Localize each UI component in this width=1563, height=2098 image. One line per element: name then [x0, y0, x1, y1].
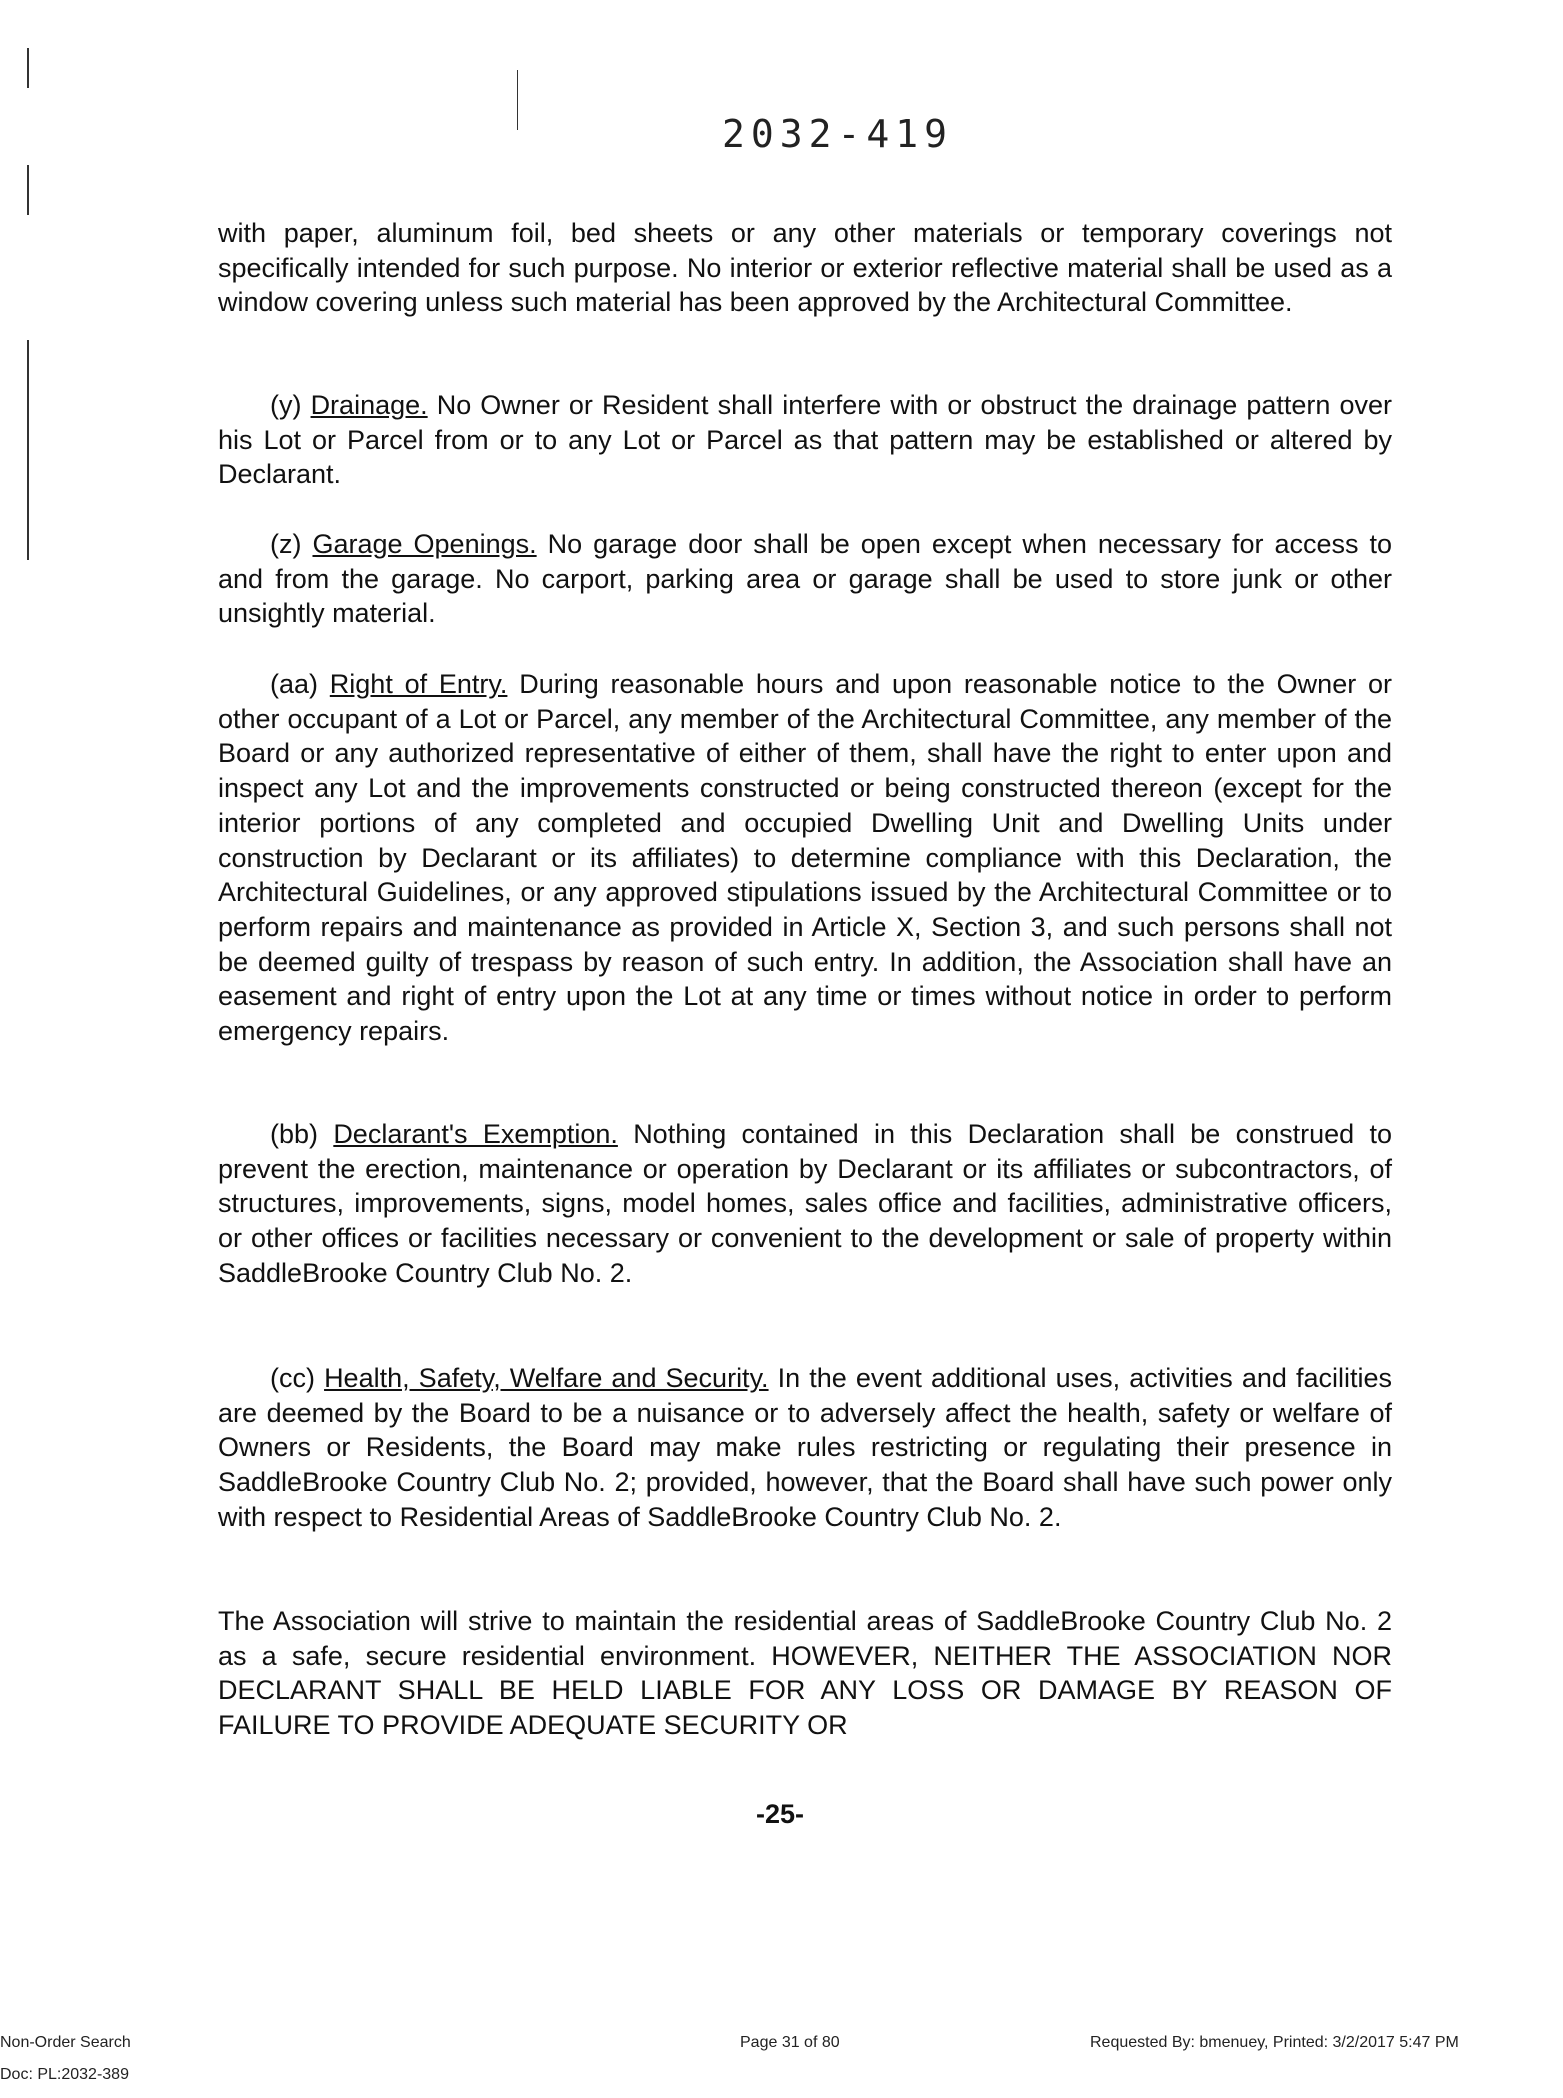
paragraph-text: with paper, aluminum foil, bed sheets or any other materials or temporary coverings not specifically intended for such purpose. No interior or exterior reflective material shall be used as a window covering unless such material has been approved by the Architectural Committee.: [218, 218, 1392, 318]
paragraph-heading: Garage Openings.: [312, 529, 537, 559]
scan-mark: [27, 165, 29, 215]
paragraph-declarants-exemption: [218, 1117, 1392, 1291]
paragraph-heading: Right of Entry.: [329, 669, 508, 699]
paragraph-lead: (z): [270, 529, 313, 559]
paragraph-health-safety: [218, 1361, 1392, 1535]
paragraph-text: The Association will strive to maintain the residential areas of SaddleBrooke Country Club No. 2 as a safe, secure residential environment. HOWEVER, NEITHER THE ASSOCIATION NOR DECLARANT SHALL BE HELD LIABLE FOR ANY LOSS OR DAMAGE BY REASON OF FAILURE TO PROVIDE ADEQUATE SECURITY OR: [218, 1606, 1392, 1741]
paragraph-heading: Declarant's Exemption.: [333, 1119, 618, 1149]
footer-doc-id: Doc: PL:2032-389: [0, 2066, 129, 2083]
paragraph-drainage: [218, 388, 1392, 492]
paragraph-garage-openings: [218, 527, 1392, 631]
document-number: 2032-419: [722, 112, 954, 156]
paragraph-lead: (aa): [270, 669, 330, 699]
paragraph-security-disclaimer: [218, 1604, 1392, 1743]
paragraph-lead: (y): [270, 390, 311, 420]
paragraph-lead: (bb): [270, 1119, 334, 1149]
page-number: -25-: [755, 1799, 804, 1829]
scan-mark: [517, 70, 518, 130]
paragraph-text: During reasonable hours and upon reasonable notice to the Owner or other occupant of a Lot or Parcel, any member of the Architectural Committee, any member of the Board or any authorized representative of either of them, shall have the right to enter upon and inspect any Lot and the improvements constructed or being constructed thereon (except for the interior portions of any completed and occupied Dwelling Unit and Dwelling Units under construction by Declarant or its affiliates) to determine compliance with this Declaration, the Architectural Guidelines, or any approved stipulations issued by the Architectural Committee or to perform repairs and maintenance as provided in Article X, Section 3, and such persons shall not be deemed guilty of trespass by reason of such entry. In addition, the Association shall have an easement and right of entry upon the Lot at any time or times without notice in order to perform emergency repairs.: [218, 669, 1392, 1047]
paragraph-lead: (cc): [270, 1363, 325, 1393]
paragraph-text: No garage door shall be open except when necessary for access to and from the garage. No carport, parking area or garage shall be used to store junk or other unsightly material.: [218, 529, 1393, 629]
paragraph-text: In the event additional uses, activities and facilities are deemed by the Board to be a nuisance or to adversely affect the health, safety or welfare of Owners or Residents, the Board may make rules restricting or regulating their presence in SaddleBrooke Country Club No. 2; provided, however, that the Board shall have such power only with respect to Residential Areas of SaddleBrooke Country Club No. 2.: [218, 1363, 1392, 1532]
scan-mark: [27, 48, 29, 88]
paragraph-text: Nothing contained in this Declaration shall be construed to prevent the erection, maintenance or operation by Declarant or its affiliates or subcontractors, of structures, improvements, signs, model homes, sales office and facilities, administrative officers, or other offices or facilities necessary or convenient to the development or sale of property within SaddleBrooke Country Club No. 2.: [218, 1119, 1392, 1288]
paragraph-intro: [218, 216, 1392, 320]
footer-search-type: Non-Order Search: [0, 2034, 131, 2051]
footer-requested-by: Requested By: bmenuey, Printed: 3/2/2017 5:47 PM: [1090, 2034, 1459, 2051]
scan-mark: [27, 340, 29, 560]
paragraph-heading: Health, Safety, Welfare and Security.: [324, 1363, 769, 1393]
paragraph-heading: Drainage.: [310, 390, 428, 420]
paragraph-text: No Owner or Resident shall interfere with or obstruct the drainage pattern over his Lot or Parcel from or to any Lot or Parcel as that pattern may be established or altered by Declarant.: [218, 390, 1392, 490]
footer-page-count: Page 31 of 80: [740, 2034, 840, 2051]
paragraph-right-of-entry: [218, 667, 1392, 1049]
